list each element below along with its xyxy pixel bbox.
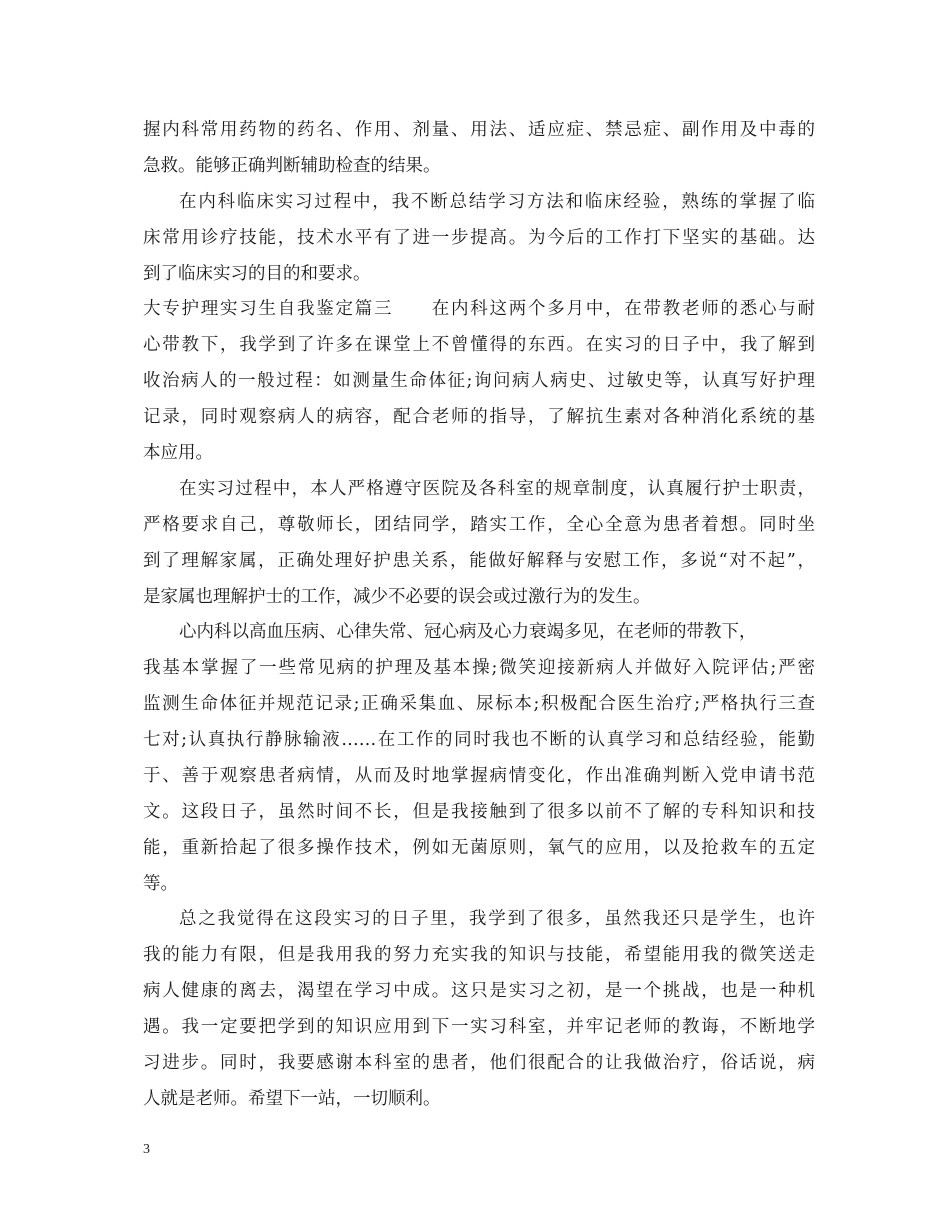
text-line: 能，重新拾起了很多操作技术，例如无菌原则，氧气的应用，以及抢救车的五定 (143, 838, 815, 858)
text-line: 总之我觉得在这段实习的日子里，我学到了很多，虽然我还只是学生，也许 (179, 909, 815, 929)
text-line: 于、善于观察患者病情，从而及时地掌握病情变化，作出准确判断入党申请书范 (143, 766, 815, 786)
text-line: 大专护理实习生自我鉴定篇三 在内科这两个多月中，在带教老师的悉心与耐 (143, 299, 815, 319)
text-line: 文。这段日子，虽然时间不长，但是我接触到了很多以前不了解的专科知识和技 (143, 802, 815, 822)
text-line: 本应用。 (143, 443, 213, 463)
text-line: 握内科常用药物的药名、作用、剂量、用法、适应症、禁忌症、副作用及中毒的 (143, 120, 815, 140)
text-line: 我基本掌握了一些常见病的护理及基本操;微笑迎接新病人并做好入院评估;严密 (143, 658, 815, 678)
text-line: 记录，同时观察病人的病容，配合老师的指导，了解抗生素对各种消化系统的基 (143, 407, 815, 427)
text-line: 在实习过程中，本人严格遵守医院及各科室的规章制度，认真履行护士职责， (179, 479, 815, 499)
text-line: 收治病人的一般过程：如测量生命体征;询问病人病史、过敏史等，认真写好护理 (143, 371, 815, 391)
text-line: 心带教下，我学到了许多在课堂上不曾懂得的东西。在实习的日子中，我了解到 (143, 335, 815, 355)
text-line: 监测生命体征并规范记录;正确采集血、尿标本;积极配合医生治疗;严格执行三查 (143, 694, 815, 714)
text-line: 床常用诊疗技能，技术水平有了进一步提高。为今后的工作打下坚实的基础。达 (143, 228, 815, 248)
text-line: 心内科以高血压病、心律失常、冠心病及心力衰竭多见，在老师的带教下， (179, 622, 757, 642)
text-line: 七对;认真执行静脉输液……在工作的同时我也不断的认真学习和总结经验，能勤 (143, 730, 815, 750)
text-line: 习进步。同时，我要感谢本科室的患者，他们很配合的让我做治疗，俗话说，病 (143, 1053, 815, 1073)
page-number: 3 (143, 1142, 150, 1157)
text-line: 是家属也理解护士的工作，减少不必要的误会或过激行为的发生。 (143, 587, 651, 607)
text-line: 在内科临床实习过程中，我不断总结学习方法和临床经验，熟练的掌握了临 (179, 192, 815, 212)
text-line: 到了临床实习的目的和要求。 (143, 264, 371, 284)
text-line: 人就是老师。希望下一站，一切顺利。 (143, 1089, 441, 1109)
text-line: 遇。我一定要把学到的知识应用到下一实习科室，并牢记老师的教诲，不断地学 (143, 1017, 815, 1037)
text-line: 等。 (143, 874, 178, 894)
text-line: 我的能力有限，但是我用我的努力充实我的知识与技能，希望能用我的微笑送走 (143, 945, 815, 965)
text-line: 病人健康的离去，渴望在学习中成。这只是实习之初，是一个挑战，也是一种机 (143, 981, 815, 1001)
text-line: 急救。能够正确判断辅助检查的结果。 (143, 156, 441, 176)
text-line: 到了理解家属，正确处理好护患关系，能做好解释与安慰工作，多说“对不起”， (143, 551, 815, 571)
text-line: 严格要求自己，尊敬师长，团结同学，踏实工作，全心全意为患者着想。同时坐 (143, 515, 815, 535)
